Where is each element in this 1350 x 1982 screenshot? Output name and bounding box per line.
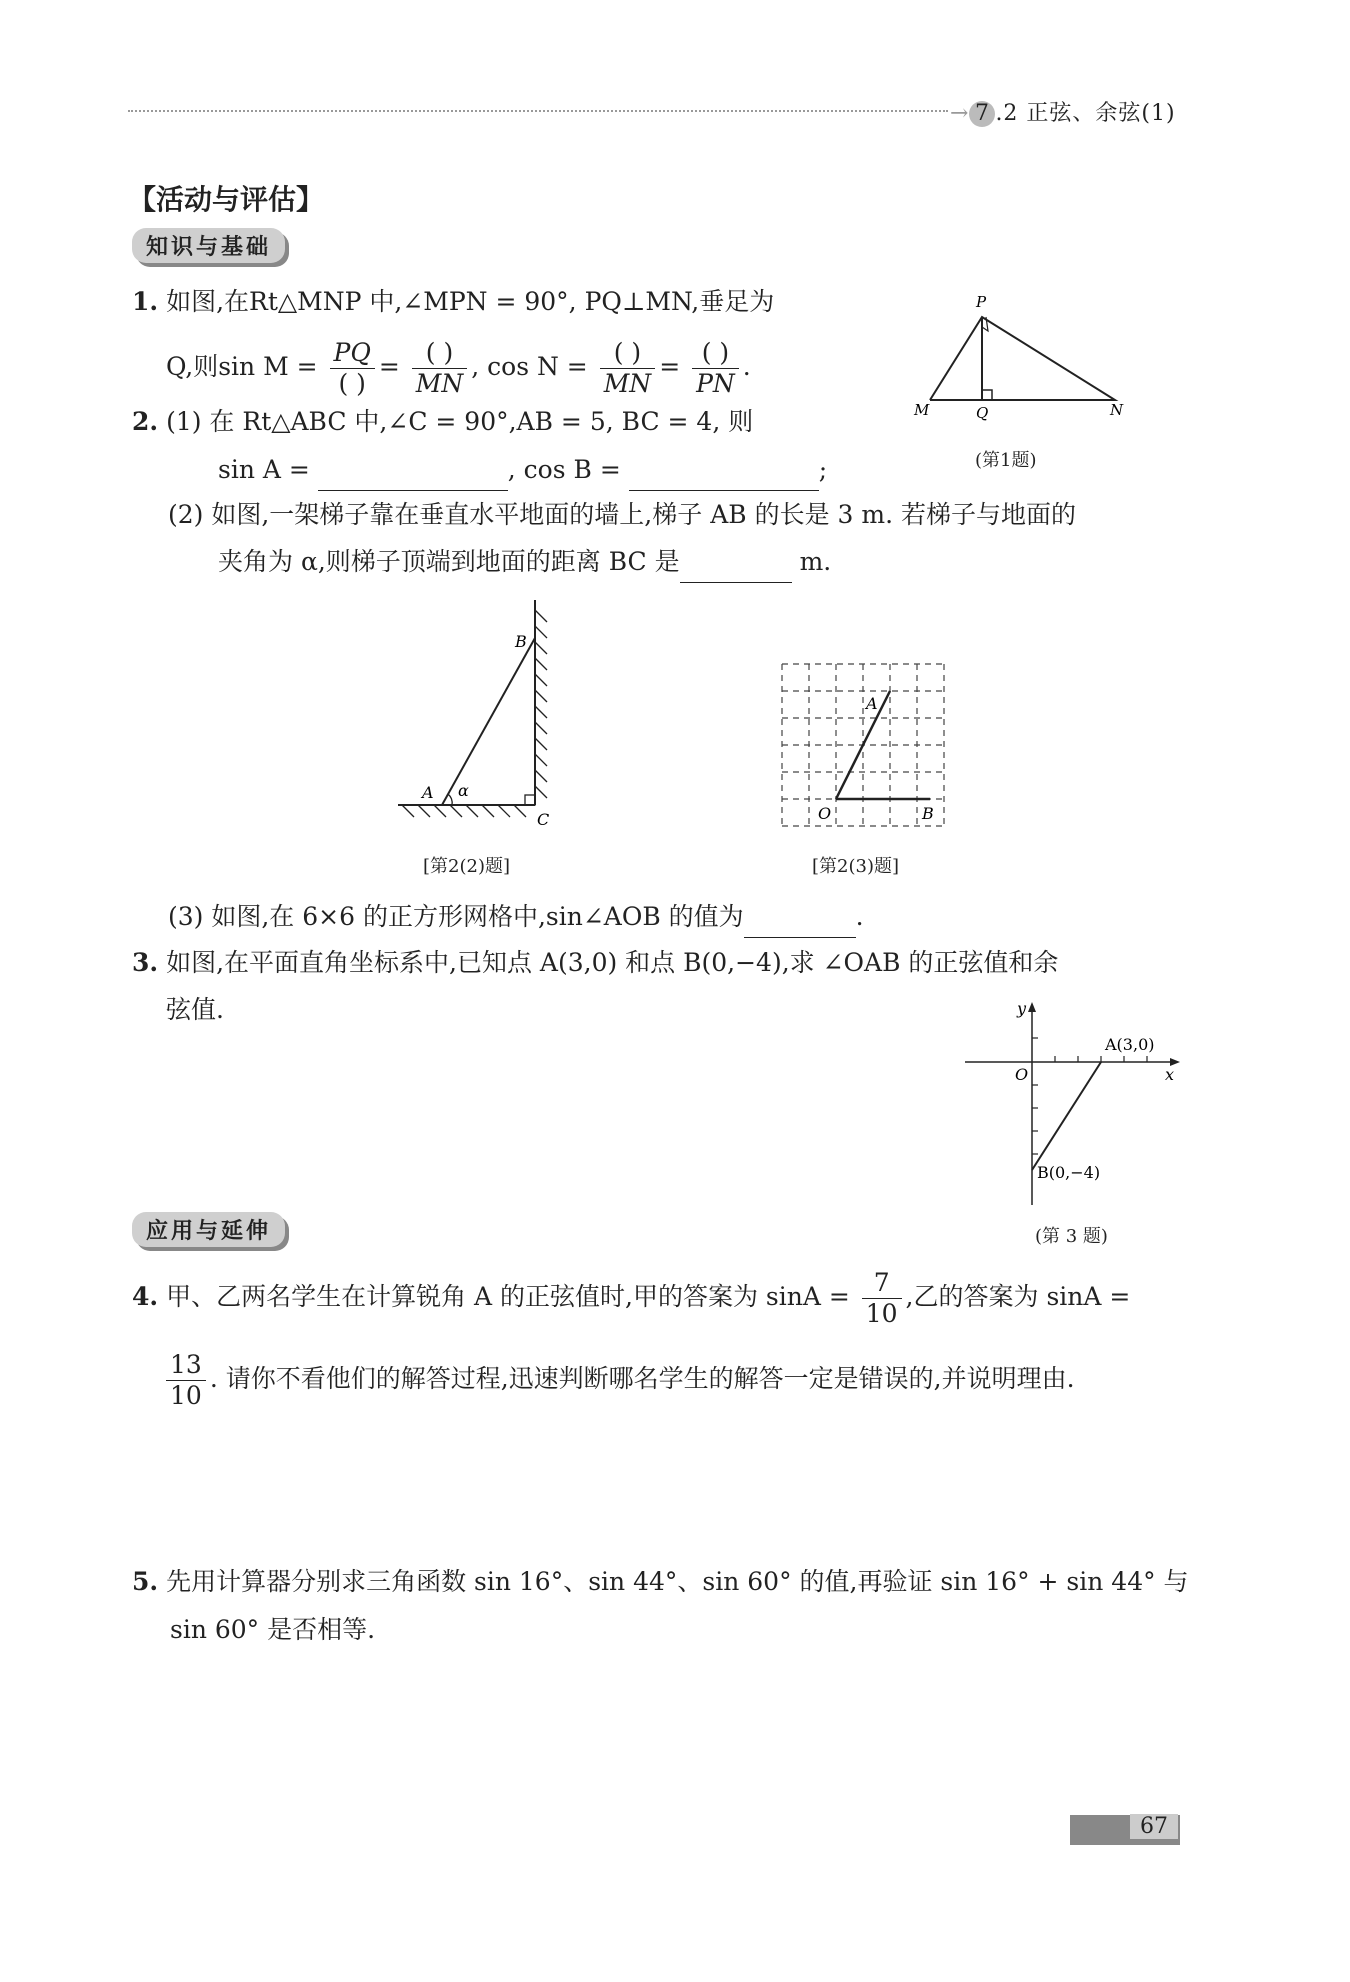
answer-blank[interactable]: [629, 450, 819, 491]
label-a: A: [422, 783, 434, 802]
question-text: m.: [799, 547, 832, 576]
fraction: $\frac{( )}{MN}$: [600, 338, 655, 399]
label-o: O: [1015, 1065, 1029, 1084]
question-2-part1: [132, 402, 753, 442]
question-text: (1) 在 Rt△ABC 中,∠C = 90°,AB = 5, BC = 4, 则: [166, 407, 754, 436]
question-2-part2-line2: [218, 542, 831, 583]
punctuation: .: [855, 902, 864, 931]
question-text: 如图,在Rt△MNP 中,∠MPN = 90°, PQ⊥MN,垂足为: [166, 287, 775, 316]
label-m: M: [914, 401, 930, 419]
caption-q2-2: [第2(2)题]: [423, 856, 510, 877]
question-3-line1: [132, 943, 1058, 983]
caption-q1: (第1题): [975, 450, 1037, 471]
figure-q2-3-grid: [780, 662, 950, 832]
question-text: , cos N =: [471, 352, 588, 381]
figure-q2-2-ladder: [390, 600, 580, 840]
question-number: 5.: [132, 1567, 159, 1596]
fraction: $\frac{( )}{MN}$: [412, 338, 467, 399]
answer-blank[interactable]: [318, 450, 508, 491]
fraction: $\frac{7}{10}$: [862, 1268, 902, 1329]
figure-q3-coordinate: [965, 1000, 1195, 1215]
label-alpha: α: [458, 781, 469, 800]
punctuation: ;: [818, 455, 828, 484]
question-text: 如图,在平面直角坐标系中,已知点 A(3,0) 和点 B(0,−4),求 ∠OAB 的正弦值和余: [166, 948, 1059, 977]
question-number: 3.: [132, 948, 159, 977]
chapter-badge: 7: [969, 101, 995, 127]
label-b: B: [922, 804, 934, 823]
answer-blank[interactable]: [744, 897, 856, 938]
fraction: $\frac{( )}{PN}$: [692, 338, 739, 399]
question-text: sin A =: [218, 455, 310, 484]
label-b: B: [515, 632, 527, 651]
fraction: $\frac{PQ}{( )}$: [330, 338, 375, 399]
section-label-application: 应用与延伸: [132, 1212, 285, 1247]
label-q: Q: [976, 404, 989, 422]
header-rule: [128, 110, 948, 112]
question-number: 2.: [132, 407, 159, 436]
label-point-a: A(3,0): [1105, 1035, 1155, 1054]
running-header: → 7 .2 正弦、余弦(1): [950, 101, 1176, 126]
question-2-part1-answers: [218, 450, 827, 491]
question-4-line2: [166, 1350, 1075, 1411]
section-label-basics: 知识与基础: [132, 228, 285, 263]
label-c: C: [537, 810, 550, 829]
question-text: (3) 如图,在 6×6 的正方形网格中,sin∠AOB 的值为: [168, 902, 744, 931]
activity-title: 【活动与评估】: [128, 183, 325, 216]
section-title: .2 正弦、余弦(1): [995, 101, 1176, 126]
question-1-line1: [132, 282, 774, 322]
question-4-line1: [132, 1268, 1130, 1329]
page-number: 67: [1130, 1814, 1178, 1839]
label-o: O: [818, 804, 832, 823]
label-point-b: B(0,−4): [1037, 1163, 1101, 1182]
figure-q1-triangle: [900, 290, 1130, 430]
question-text: . 请你不看他们的解答过程,迅速判断哪名学生的解答一定是错误的,并说明理由.: [209, 1364, 1075, 1393]
label-y: y: [1017, 999, 1027, 1018]
fraction: $\frac{13}{10}$: [166, 1350, 206, 1411]
label-a: A: [866, 694, 878, 713]
question-text: 甲、乙两名学生在计算锐角 A 的正弦值时,甲的答案为 sinA =: [166, 1282, 850, 1311]
question-2-part3: [168, 897, 864, 938]
question-text: 夹角为 α,则梯子顶端到地面的距离 BC 是: [218, 547, 680, 576]
question-5-line1: [132, 1562, 1189, 1602]
label-x: x: [1165, 1065, 1175, 1084]
question-2-part2-line1: (2) 如图,一架梯子靠在垂直水平地面的墙上,梯子 AB 的长是 3 m. 若梯子与地面的: [168, 500, 1076, 529]
label-n: N: [1110, 401, 1124, 419]
caption-q2-3: [第2(3)题]: [812, 856, 899, 877]
caption-q3: (第 3 题): [1035, 1226, 1108, 1247]
question-5-line2: sin 60° 是否相等.: [170, 1615, 376, 1644]
question-1-line2: Q,则sin M = $\frac{PQ}{( )}$ = $\frac{( )}{MN}$ , cos N = $\frac{( )}{MN}$ = $\frac{( )}{PN}$ .: [166, 338, 751, 398]
question-number: 1.: [132, 287, 159, 316]
question-3-line2: 弦值.: [166, 995, 224, 1024]
question-text: Q,则sin M =: [166, 352, 318, 381]
question-text: , cos B =: [507, 455, 621, 484]
question-number: 4.: [132, 1282, 159, 1311]
question-text: 先用计算器分别求三角函数 sin 16°、sin 44°、sin 60° 的值,再验证 sin 16° + sin 44° 与: [166, 1567, 1189, 1596]
answer-blank[interactable]: [680, 542, 792, 583]
label-p: P: [976, 293, 987, 311]
question-text: ,乙的答案为 sinA =: [905, 1282, 1131, 1311]
